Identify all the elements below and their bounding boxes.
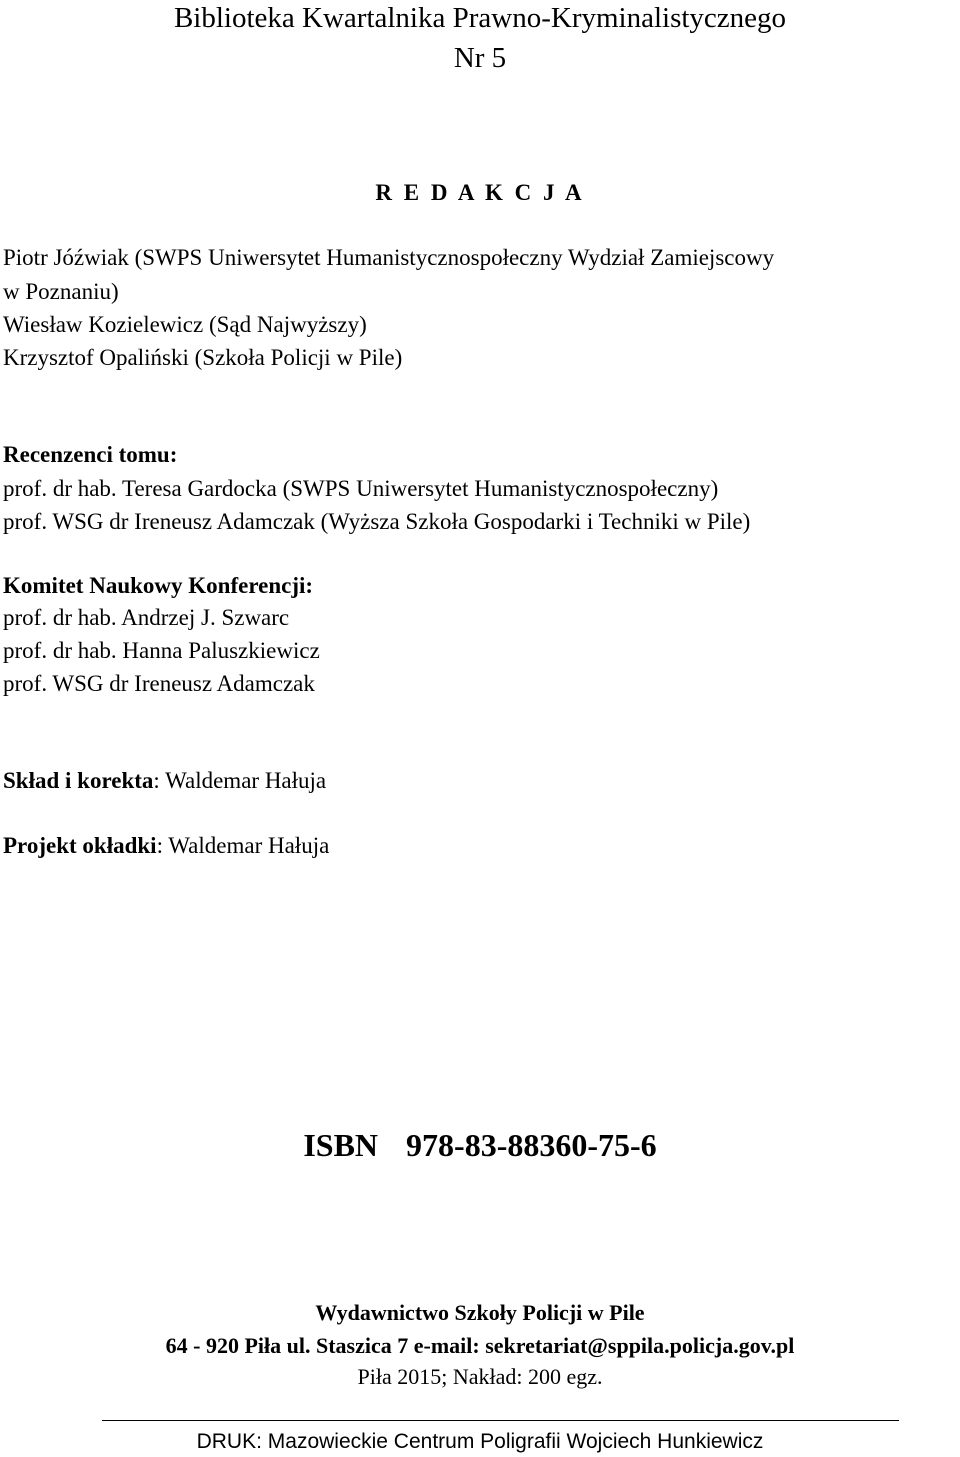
redakcja-member: Piotr Jóźwiak (SWPS Uniwersytet Humanistycznospołeczny Wydział Zamiejscowy [3, 245, 775, 270]
typesetting-line [3, 769, 326, 792]
reviewer-item: prof. WSG dr Ireneusz Adamczak (Wyższa Szkoła Gospodarki i Techniki w Pile) [3, 509, 751, 534]
typesetting-value: : Waldemar Hałuja [153, 768, 327, 793]
volume-number: Nr 5 [453, 42, 507, 74]
publisher-edition: Piła 2015; Nakład: 200 egz. [357, 1364, 603, 1389]
redakcja-member: w Poznaniu) [3, 279, 119, 304]
isbn-label: ISBN [303, 1127, 379, 1163]
isbn-line [0, 1129, 960, 1161]
committee-item: prof. dr hab. Andrzej J. Szwarc [3, 605, 290, 630]
redakcja-member: Krzysztof Opaliński (Szkoła Policji w Pile) [3, 345, 403, 370]
footer-divider [102, 1420, 899, 1421]
redakcja-heading: R E D A K C J A [375, 180, 585, 205]
committee-heading: Komitet Naukowy Konferencji: [3, 573, 314, 598]
isbn-number: 978-83-88360-75-6 [406, 1127, 657, 1163]
cover-label: Projekt okładki [3, 833, 157, 858]
cover-value: : Waldemar Hałuja [156, 833, 330, 858]
cover-line [3, 834, 329, 857]
redakcja-member: Wiesław Kozielewicz (Sąd Najwyższy) [3, 312, 367, 337]
committee-item: prof. dr hab. Hanna Paluszkiewicz [3, 638, 320, 663]
typesetting-label: Skład i korekta [3, 768, 154, 793]
publisher-name: Wydawnictwo Szkoły Policji w Pile [315, 1300, 645, 1325]
print-info: DRUK: Mazowieckie Centrum Poligrafii Wojciech Hunkiewicz [196, 1430, 764, 1453]
reviewer-item: prof. dr hab. Teresa Gardocka (SWPS Uniwersytet Humanistycznospołeczny) [3, 476, 719, 501]
reviewers-heading: Recenzenci tomu: [3, 442, 178, 467]
publisher-address: 64 - 920 Piła ul. Staszica 7 e-mail: sekretariat@sppila.policja.gov.pl [165, 1333, 795, 1358]
committee-item: prof. WSG dr Ireneusz Adamczak [3, 671, 315, 696]
series-title: Biblioteka Kwartalnika Prawno-Kryminalistycznego [173, 2, 787, 34]
